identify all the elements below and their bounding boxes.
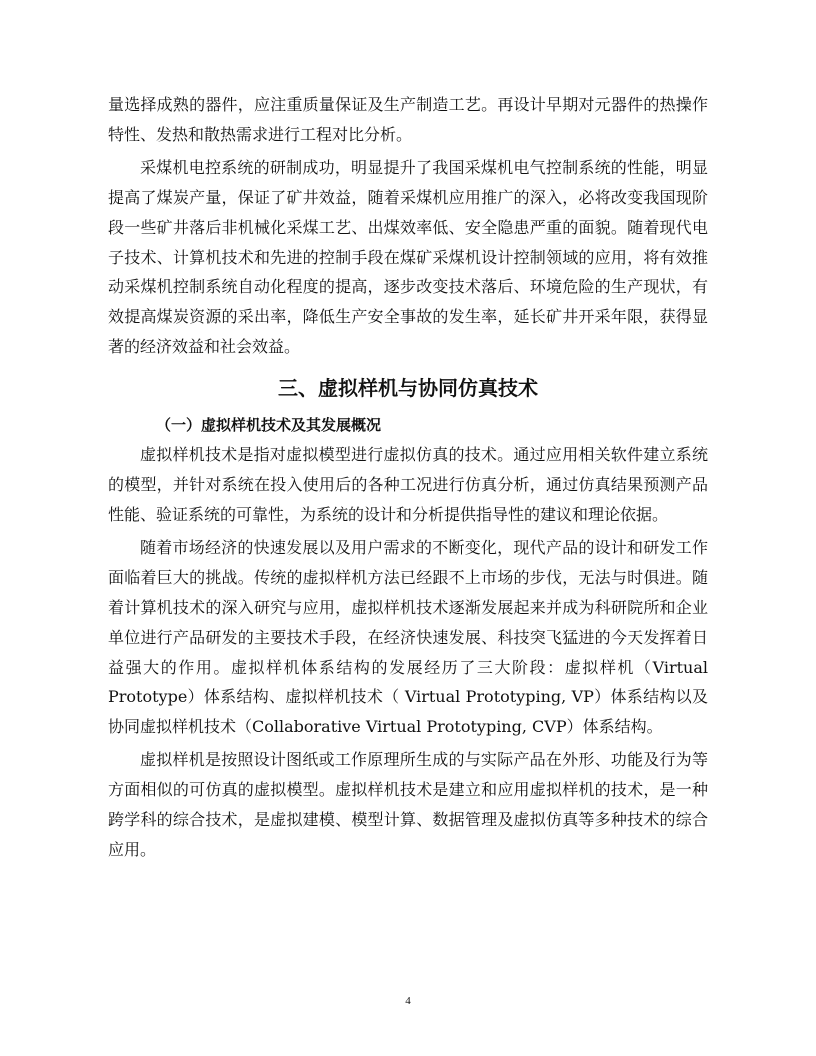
section-heading: 三、虚拟样机与协同仿真技术 bbox=[278, 376, 538, 401]
paragraph-2: 采煤机电控系统的研制成功，明显提升了我国采煤机电气控制系统的性能，明显提高了煤炭产量，保证了矿井效益，随着采煤机应用推广的深入，必将改变我国现阶段一些矿井落后非机械化采煤工艺、出煤效率低、安全隐患严重的面貌。随着现代电子技术、计算机技术和先进的控制手段在煤矿采煤机设计控制领域的应用，将有效推动采煤机控制系统自动化程度的提高，逐步改变技术落后、环境危险的生产现状，有效提高煤炭资源的采出率，降低生产安全事故的发生率，延长矿井开采年限，获得显著的经济效益和社会效益。 bbox=[108, 157, 708, 357]
paragraph-4: 随着市场经济的快速发展以及用户需求的不断变化，现代产品的设计和研发工作面临着巨大的挑战。传统的虚拟样机方法已经跟不上市场的步伐，无法与时俱进。随着计算机技术的深入研究与应用，虚拟样机技术逐渐发展起来并成为科研院所和企业单位进行产品研发的主要技术手段，在经济快速发展、科技突飞猛进的今天发挥着日益强大的作用。虚拟样机体系结构的发展经历了三大阶段：虚拟样机（Virtual Prototype）体系结构、虚拟样机技术（ Virtual Prototyping, VP）体系结构以及协同虚拟样机技术（Collaborative Virtual Prototyping, CVP）体系结构。 bbox=[108, 537, 708, 737]
subsection-heading: （一）虚拟样机技术及其发展概况 bbox=[156, 416, 382, 435]
page-number: 4 bbox=[405, 995, 411, 1007]
page-body bbox=[108, 90, 708, 865]
paragraph-5: 虚拟样机是按照设计图纸或工作原理所生成的与实际产品在外形、功能及行为等方面相似的可仿真的虚拟模型。虚拟样机技术是建立和应用虚拟样机的技术，是一种跨学科的综合技术，是虚拟建模、模型计算、数据管理及虚拟仿真等多种技术的综合应用。 bbox=[108, 750, 708, 859]
paragraph-3: 虚拟样机技术是指对虚拟模型进行虚拟仿真的技术。通过应用相关软件建立系统的模型，并针对系统在投入使用后的各种工况进行仿真分析，通过仿真结果预测产品性能、验证系统的可靠性，为系统的设计和分析提供指导性的建议和理论依据。 bbox=[108, 445, 708, 524]
paragraph-1: 量选择成熟的器件，应注重质量保证及生产制造工艺。再设计早期对元器件的热操作特性、发热和散热需求进行工程对比分析。 bbox=[108, 95, 708, 144]
